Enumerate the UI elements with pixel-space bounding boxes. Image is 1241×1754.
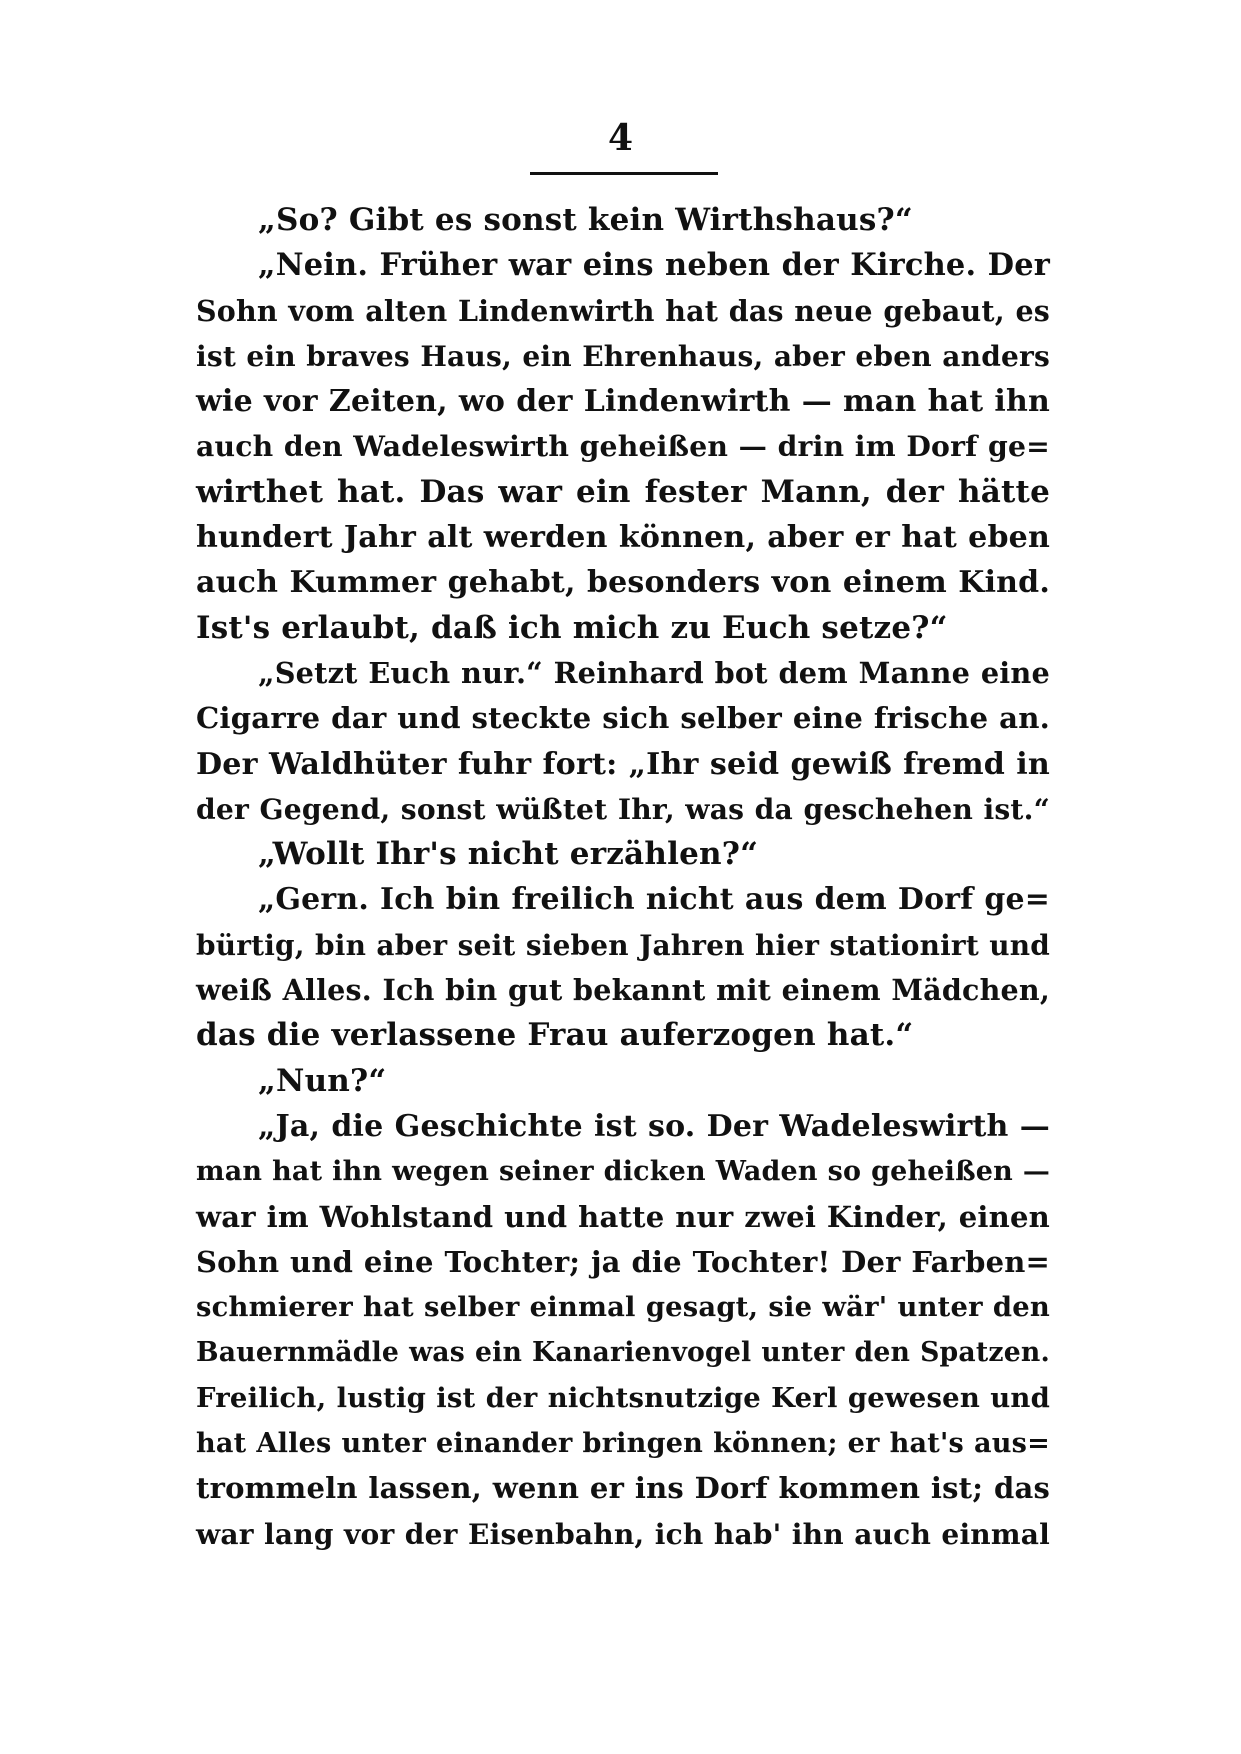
text-line: trommeln lassen, wenn er ins Dorf kommen ist; das — [196, 1471, 1050, 1506]
text-line: Sohn und eine Tochter; ja die Tochter! Der Farben= — [196, 1244, 1050, 1279]
body-text — [196, 198, 1050, 1557]
header-rule — [530, 172, 718, 175]
page-number: 4 — [607, 117, 634, 159]
text-line: „Gern. Ich bin freilich nicht aus dem Dorf ge= — [258, 882, 1050, 918]
text-line: bürtig, bin aber seit sieben Jahren hier stationirt und — [196, 928, 1050, 962]
text-line: auch Kummer gehabt, besonders von einem Kind. — [196, 565, 1050, 601]
text-line: wirthet hat. Das war ein fester Mann, der hätte — [196, 473, 1050, 510]
text-line: ist ein braves Haus, ein Ehrenhaus, aber eben anders — [196, 339, 1050, 373]
text-line: „Setzt Euch nur.“ Reinhard bot dem Manne eine — [258, 655, 1050, 690]
text-line: „Nein. Früher war eins neben der Kirche. Der — [258, 247, 1050, 284]
text-line: „Ja, die Geschichte ist so. Der Wadeleswirth — — [258, 1108, 1050, 1144]
text-line: „Nun?“ — [258, 1062, 387, 1099]
text-line: hundert Jahr alt werden können, aber er hat eben — [196, 520, 1050, 556]
text-line: Der Waldhüter fuhr fort: „Ihr seid gewiß fremd in — [196, 746, 1050, 782]
text-line: Sohn vom alten Lindenwirth hat das neue gebaut, es — [196, 293, 1050, 328]
text-line: war lang vor der Eisenbahn, ich hab' ihn auch einmal — [196, 1517, 1050, 1551]
text-line: wie vor Zeiten, wo der Lindenwirth — man hat ihn — [196, 384, 1050, 420]
text-line: war im Wohlstand und hatte nur zwei Kinder, einen — [196, 1199, 1050, 1234]
text-line: Cigarre dar und steckte sich selber eine frische an. — [196, 701, 1050, 736]
text-line: Ist's erlaubt, daß ich mich zu Euch setze?“ — [196, 609, 948, 646]
text-line: hat Alles unter einander bringen können; er hat's aus= — [196, 1428, 1050, 1460]
text-line: weiß Alles. Ich bin gut bekannt mit einem Mädchen, — [196, 973, 1050, 1008]
text-line: schmierer hat selber einmal gesagt, sie wär' unter den — [196, 1291, 1050, 1324]
text-line: man hat ihn wegen seiner dicken Waden so geheißen — — [196, 1156, 1050, 1188]
text-line: „So? Gibt es sonst kein Wirthshaus?“ — [258, 202, 913, 238]
text-line: Bauernmädle was ein Kanarienvogel unter den Spatzen. — [196, 1337, 1050, 1369]
text-line: das die verlassene Frau auferzogen hat.“ — [196, 1017, 914, 1054]
text-line: Freilich, lustig ist der nichtsnutzige Kerl gewesen und — [196, 1381, 1050, 1414]
text-line: auch den Wadeleswirth geheißen — drin im Dorf ge= — [196, 429, 1050, 464]
text-line: „Wollt Ihr's nicht erzählen?“ — [258, 836, 759, 873]
text-line: der Gegend, sonst wüßtet Ihr, was da geschehen ist.“ — [196, 792, 1050, 826]
